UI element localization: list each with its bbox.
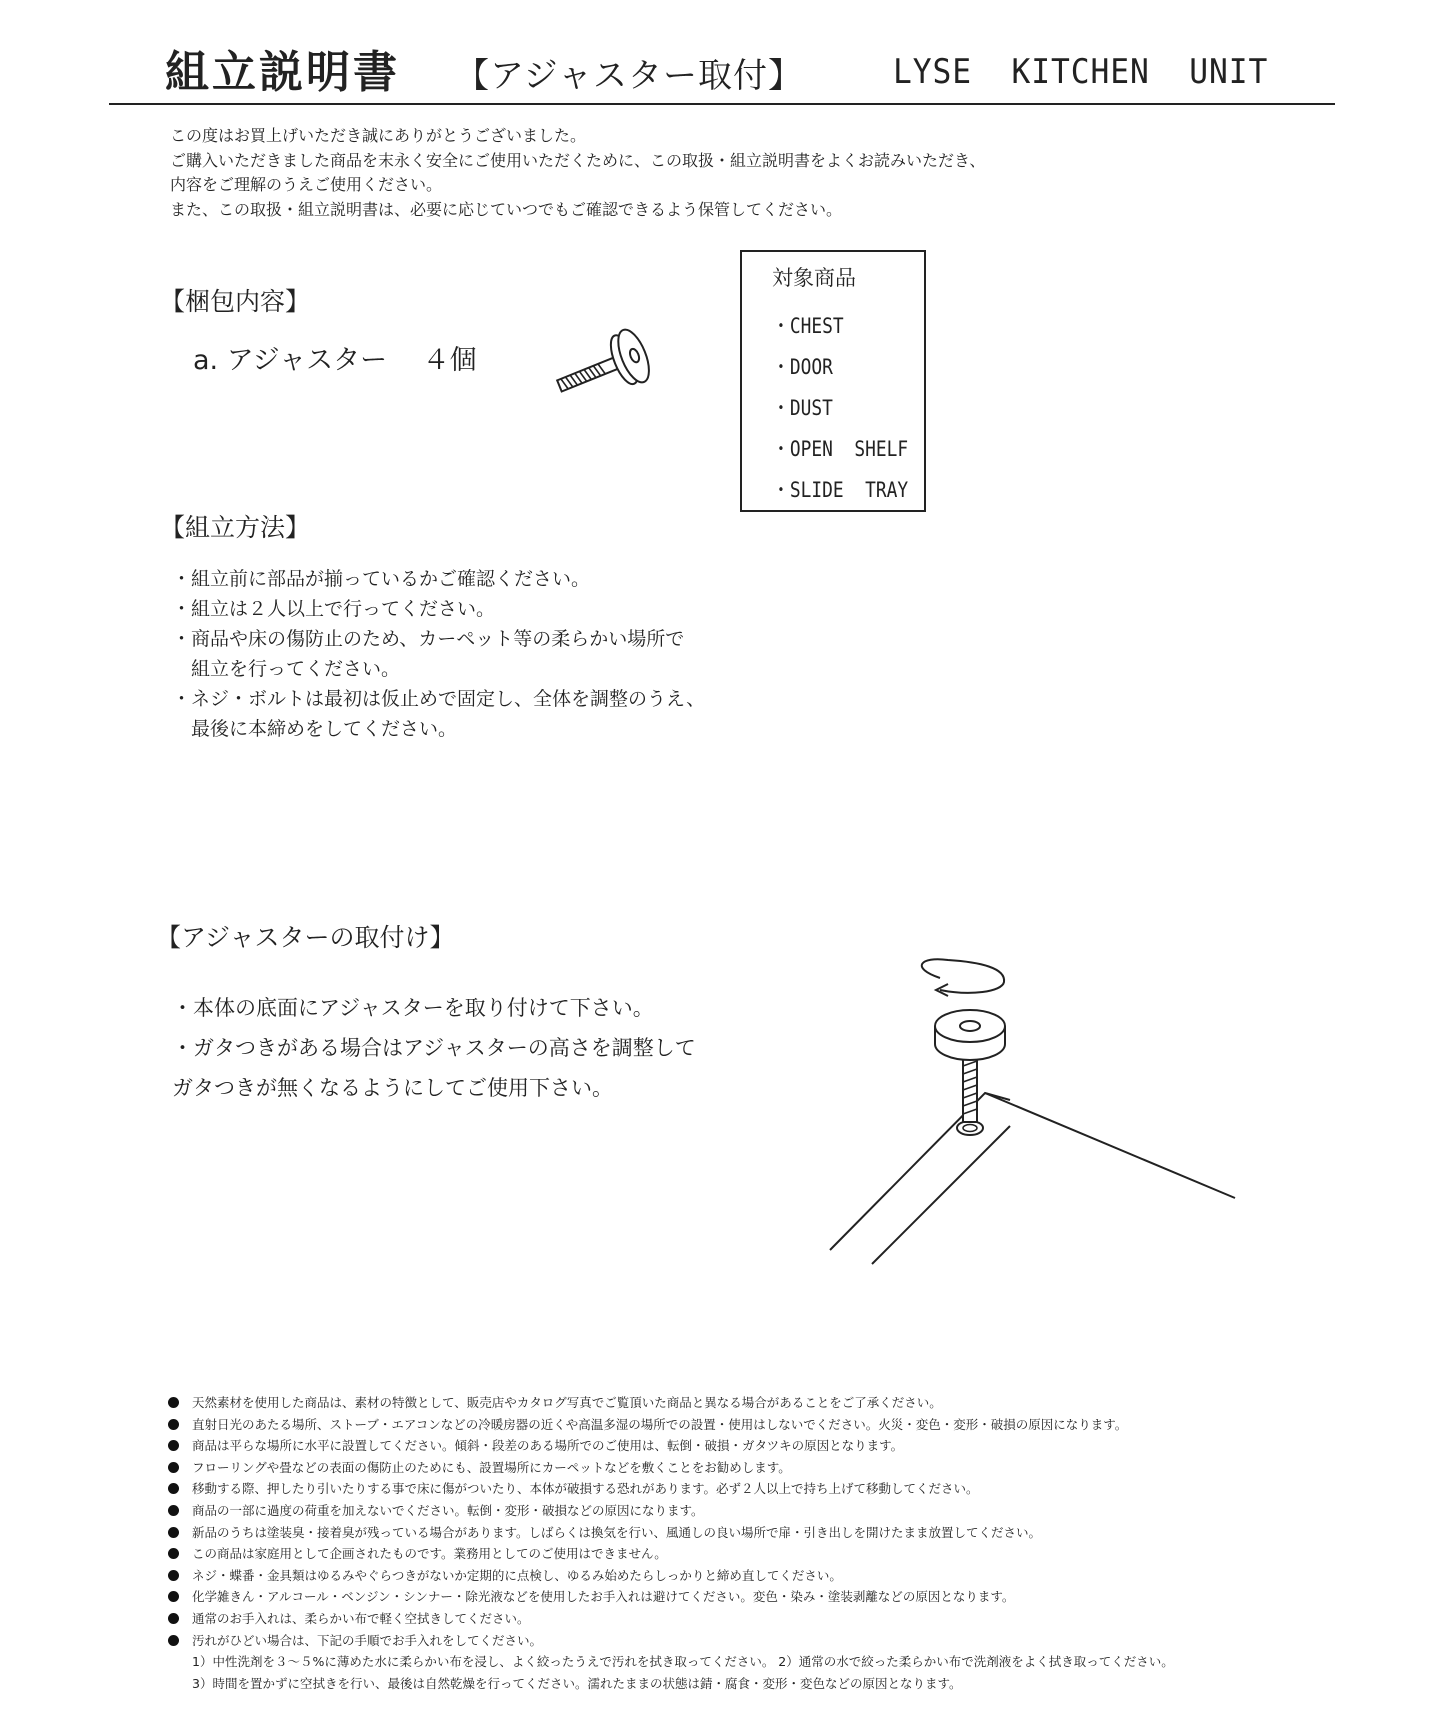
- package-heading: 【梱包内容】: [160, 287, 311, 316]
- adjuster-line: ガタつきが無くなるようにしてご使用下さい。: [172, 1076, 613, 1100]
- package-item: a. アジャスター ４個: [193, 345, 477, 376]
- care-step: 1）中性洗剤を３～５%に薄めた水に柔らかい布を浸し、よく絞ったうえで汚れを拭き取ってください。 2）通常の水で絞った柔らかい布で洗剤液をよく拭き取ってください。: [192, 1654, 1174, 1670]
- assembly-steps: [172, 564, 705, 744]
- adjuster-line: ・ガタつきがある場合はアジャスターの高さを調整して: [172, 1036, 696, 1060]
- adjuster-instructions: [172, 988, 696, 1108]
- caution-notes: [168, 1392, 1174, 1694]
- intro-line: この度はお買上げいただき誠にありがとうございました。: [170, 126, 587, 145]
- adjuster-install-diagram: [820, 960, 1250, 1280]
- caution-note: 化学雑きん・アルコール・ベンジン・シンナー・除光液などを使用したお手入れは避けてください。変色・染み・塗装剥離などの原因となります。: [168, 1586, 1174, 1608]
- assembly-line: ・商品や床の傷防止のため、カーペット等の柔らかい場所で: [172, 628, 685, 650]
- assembly-line: 組立を行ってください。: [172, 658, 401, 680]
- intro-line: また、この取扱・組立説明書は、必要に応じていつでもご確認できるよう保管してください。: [170, 199, 843, 219]
- caution-note: 直射日光のあたる場所、ストーブ・エアコンなどの冷暖房器の近くや高温多湿の場所での設置・使用はしないでください。火災・変色・変形・破損の原因になります。: [168, 1414, 1174, 1436]
- intro-text: [170, 124, 985, 222]
- caution-note: フローリングや畳などの表面の傷防止のためにも、設置場所にカーペットなどを敷くことをお勧めします。: [168, 1457, 1174, 1479]
- caution-note: 汚れがひどい場合は、下記の手順でお手入れをしてください。: [168, 1630, 1174, 1652]
- target-product-item: ・SLIDE TRAY: [772, 478, 909, 502]
- caution-note: ネジ・蝶番・金具類はゆるみやぐらつきがないか定期的に点検し、ゆるみ始めたらしっかりと締め直してください。: [168, 1565, 1174, 1587]
- assembly-line: ・組立は２人以上で行ってください。: [172, 598, 496, 620]
- product-line-name: LYSE KITCHEN UNIT: [893, 52, 1269, 92]
- target-product-item: ・DUST: [772, 396, 833, 420]
- target-products-box: [740, 250, 926, 512]
- caution-note: 移動する際、押したり引いたりする事で床に傷がついたり、本体が破損する恐れがあります。必ず２人以上で持ち上げて移動してください。: [168, 1478, 1174, 1500]
- target-product-item: ・OPEN SHELF: [772, 437, 909, 461]
- caution-note: 商品の一部に過度の荷重を加えないでください。転倒・変形・破損などの原因になります。: [168, 1500, 1174, 1522]
- caution-note: 通常のお手入れは、柔らかい布で軽く空拭きしてください。: [168, 1608, 1174, 1630]
- intro-line: ご購入いただきました商品を末永く安全にご使用いただくために、この取扱・組立説明書をよくお読みいただき、: [170, 150, 986, 170]
- caution-note: この商品は家庭用として企画されたものです。業務用としてのご使用はできません。: [168, 1543, 1174, 1565]
- caution-note: 新品のうちは塗装臭・接着臭が残っている場合があります。しばらくは換気を行い、風通しの良い場所で扉・引き出しを開けたまま放置してください。: [168, 1522, 1174, 1544]
- caution-note: 商品は平らな場所に水平に設置してください。傾斜・段差のある場所でのご使用は、転倒・破損・ガタツキの原因となります。: [168, 1435, 1174, 1457]
- assembly-heading: 【組立方法】: [160, 513, 311, 542]
- assembly-line: ・組立前に部品が揃っているかご確認ください。: [172, 568, 591, 590]
- adjuster-line: ・本体の底面にアジャスターを取り付けて下さい。: [172, 996, 654, 1020]
- intro-line: 内容をご理解のうえご使用ください。: [170, 175, 443, 194]
- assembly-line: ・ネジ・ボルトは最初は仮止めで固定し、全体を調整のうえ、: [172, 688, 706, 710]
- adjuster-heading: 【アジャスターの取付け】: [156, 923, 455, 952]
- target-products-title: 対象商品: [772, 266, 856, 290]
- document-subtitle: 【アジャスター取付】: [455, 56, 803, 96]
- care-step: 3）時間を置かずに空拭きを行い、最後は自然乾燥を行ってください。濡れたままの状態は錆・腐食・変形・変色などの原因となります。: [192, 1675, 962, 1691]
- assembly-line: 最後に本締めをしてください。: [172, 718, 458, 740]
- header-divider: [109, 103, 1335, 105]
- target-product-item: ・DOOR: [772, 355, 833, 379]
- target-product-item: ・CHEST: [772, 314, 844, 338]
- document-title: 組立説明書: [165, 47, 400, 98]
- caution-note: 天然素材を使用した商品は、素材の特徴として、販売店やカタログ写真でご覧頂いた商品と異なる場合があることをご了承ください。: [168, 1392, 1174, 1414]
- adjuster-bolt-icon: [548, 322, 668, 402]
